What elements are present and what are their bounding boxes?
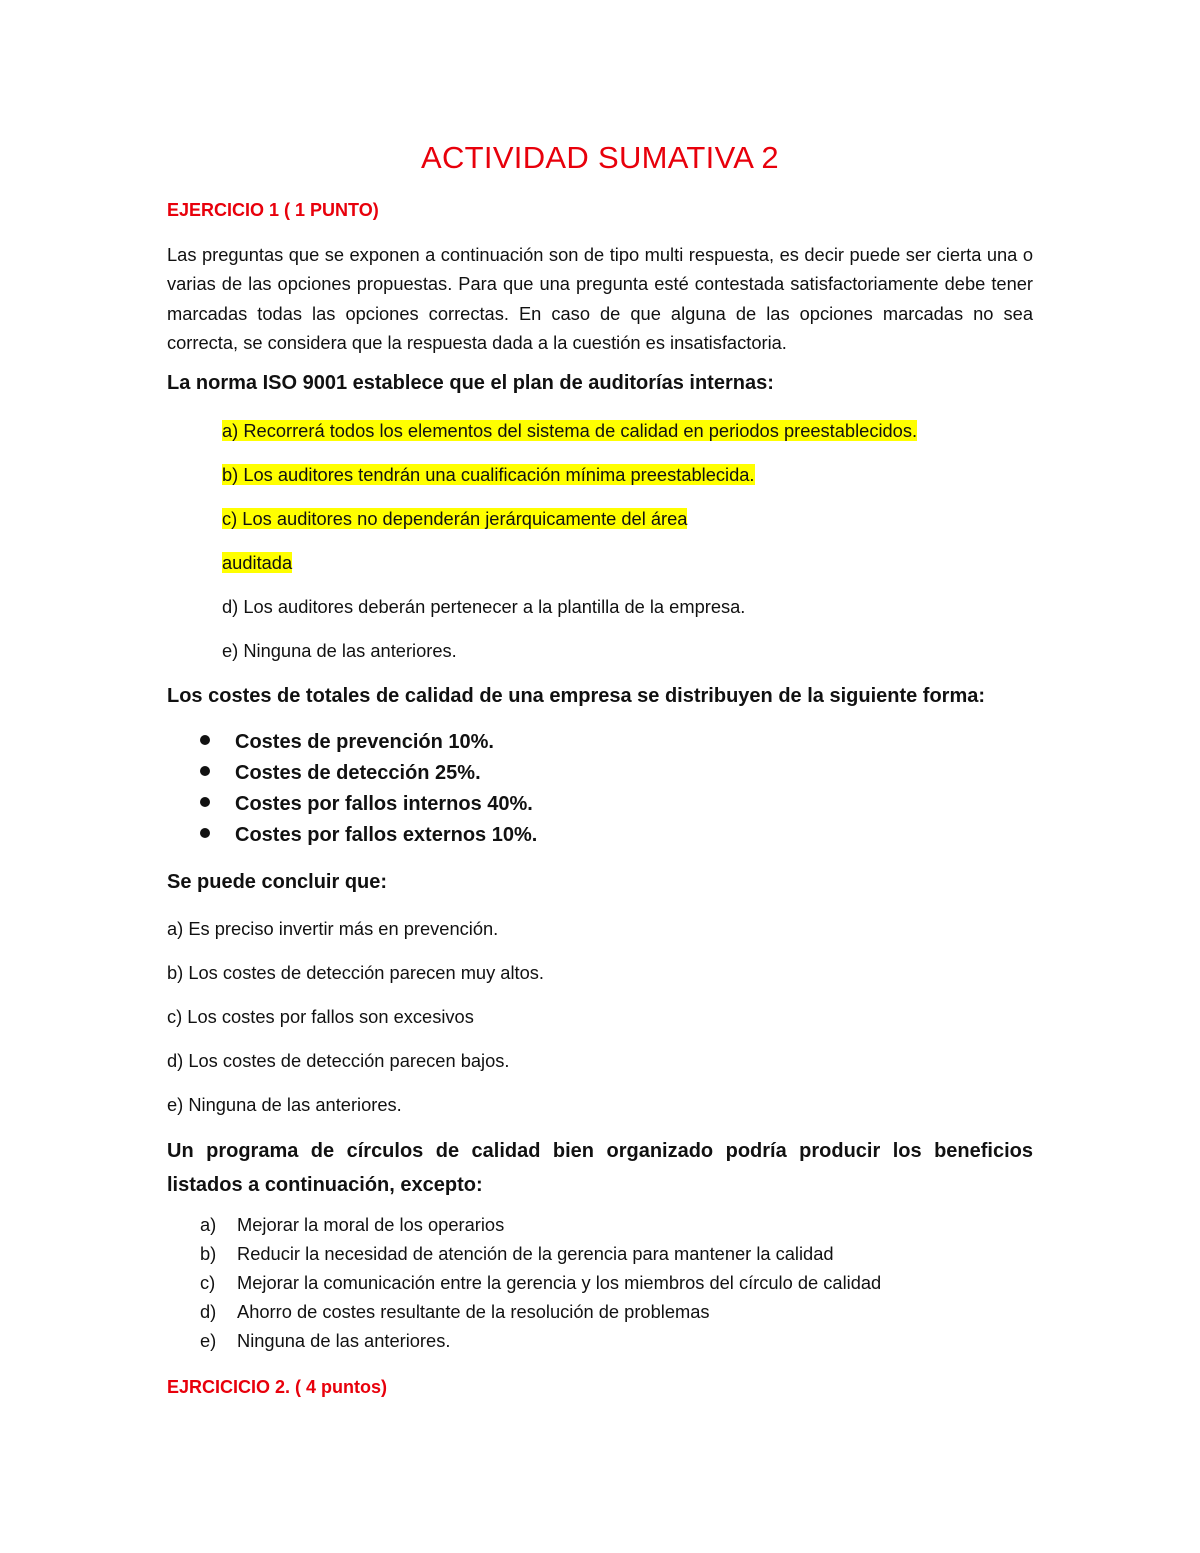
- question-2-text: Los costes de totales de calidad de una empresa se distribuyen de la siguiente forma:: [167, 685, 986, 707]
- exercise-2-heading: EJRCICICIO 2. ( 4 puntos): [167, 1377, 388, 1397]
- question-3-option: [200, 1243, 834, 1265]
- option-label: b): [200, 1243, 217, 1264]
- option-label: a): [200, 1214, 217, 1235]
- question-1-option-d: d) Los auditores deberán pertenecer a la plantilla de la empresa.: [222, 596, 746, 617]
- question-1-option-c-continued: [222, 552, 292, 574]
- highlighted-text: b) Los auditores tendrán una cualificación mínima preestablecida.: [222, 464, 755, 485]
- question-2-option-d: d) Los costes de detección parecen bajos.: [167, 1050, 510, 1071]
- highlighted-text: a) Recorrerá todos los elementos del sistema de calidad en periodos preestablecidos.: [222, 420, 918, 441]
- question-1-option-b: [222, 464, 755, 486]
- bullet-item: Costes de detección 25%.: [200, 762, 481, 785]
- question-2-option-a: a) Es preciso invertir más en prevención.: [167, 918, 499, 939]
- document-title: ACTIVIDAD SUMATIVA 2: [421, 140, 779, 175]
- option-label: d): [200, 1301, 217, 1322]
- question-3-option: [200, 1272, 881, 1294]
- option-label: c): [200, 1272, 216, 1293]
- exercise-1-instructions: Las preguntas que se exponen a continuación son de tipo multi respuesta, es decir puede ser cierta una o varias de las opciones propuestas. Para que una pregunta esté contestada satisfactoriamente debe tener marcadas todas las opciones correctas. En caso de que alguna de las opciones marcadas no sea correcta, se considera que la respuesta dada a la cuestión es insatisfactoria.: [167, 244, 1033, 354]
- question-1-option-a: [222, 420, 917, 442]
- highlighted-text: auditada: [222, 552, 293, 573]
- question-2-option-e: e) Ninguna de las anteriores.: [167, 1094, 402, 1115]
- question-3-option: [200, 1214, 504, 1236]
- option-label: e): [200, 1330, 217, 1351]
- option-text: Ahorro de costes resultante de la resolución de problemas: [237, 1301, 710, 1322]
- bullet-item: Costes por fallos externos 10%.: [200, 824, 537, 847]
- question-2-option-c: c) Los costes por fallos son excesivos: [167, 1006, 474, 1027]
- bullet-icon: [200, 797, 210, 807]
- question-1-text: La norma ISO 9001 establece que el plan de auditorías internas:: [167, 372, 774, 394]
- question-3-option: [200, 1330, 450, 1352]
- option-text: Reducir la necesidad de atención de la gerencia para mantener la calidad: [237, 1243, 834, 1264]
- option-text: Mejorar la moral de los operarios: [237, 1214, 505, 1235]
- bullet-icon: [200, 766, 210, 776]
- bullet-icon: [200, 735, 210, 745]
- option-text: Ninguna de las anteriores.: [237, 1330, 451, 1351]
- question-2-option-b: b) Los costes de detección parecen muy altos.: [167, 962, 545, 983]
- question-3-option: [200, 1301, 710, 1323]
- highlighted-text: c) Los auditores no dependerán jerárquicamente del área: [222, 508, 688, 529]
- question-1-option-e: e) Ninguna de las anteriores.: [222, 640, 457, 661]
- bullet-item: Costes por fallos internos 40%.: [200, 793, 533, 816]
- question-1-option-c: [222, 508, 687, 530]
- exercise-1-heading: EJERCICIO 1 ( 1 PUNTO): [167, 200, 379, 220]
- question-2-subquestion: Se puede concluir que:: [167, 871, 388, 893]
- option-text: Mejorar la comunicación entre la gerencia y los miembros del círculo de calidad: [237, 1272, 882, 1293]
- question-3-text: Un programa de círculos de calidad bien organizado podría producir los beneficios listados a continuación, excepto:: [167, 1140, 1033, 1196]
- bullet-item: Costes de prevención 10%.: [200, 731, 494, 754]
- bullet-icon: [200, 828, 210, 838]
